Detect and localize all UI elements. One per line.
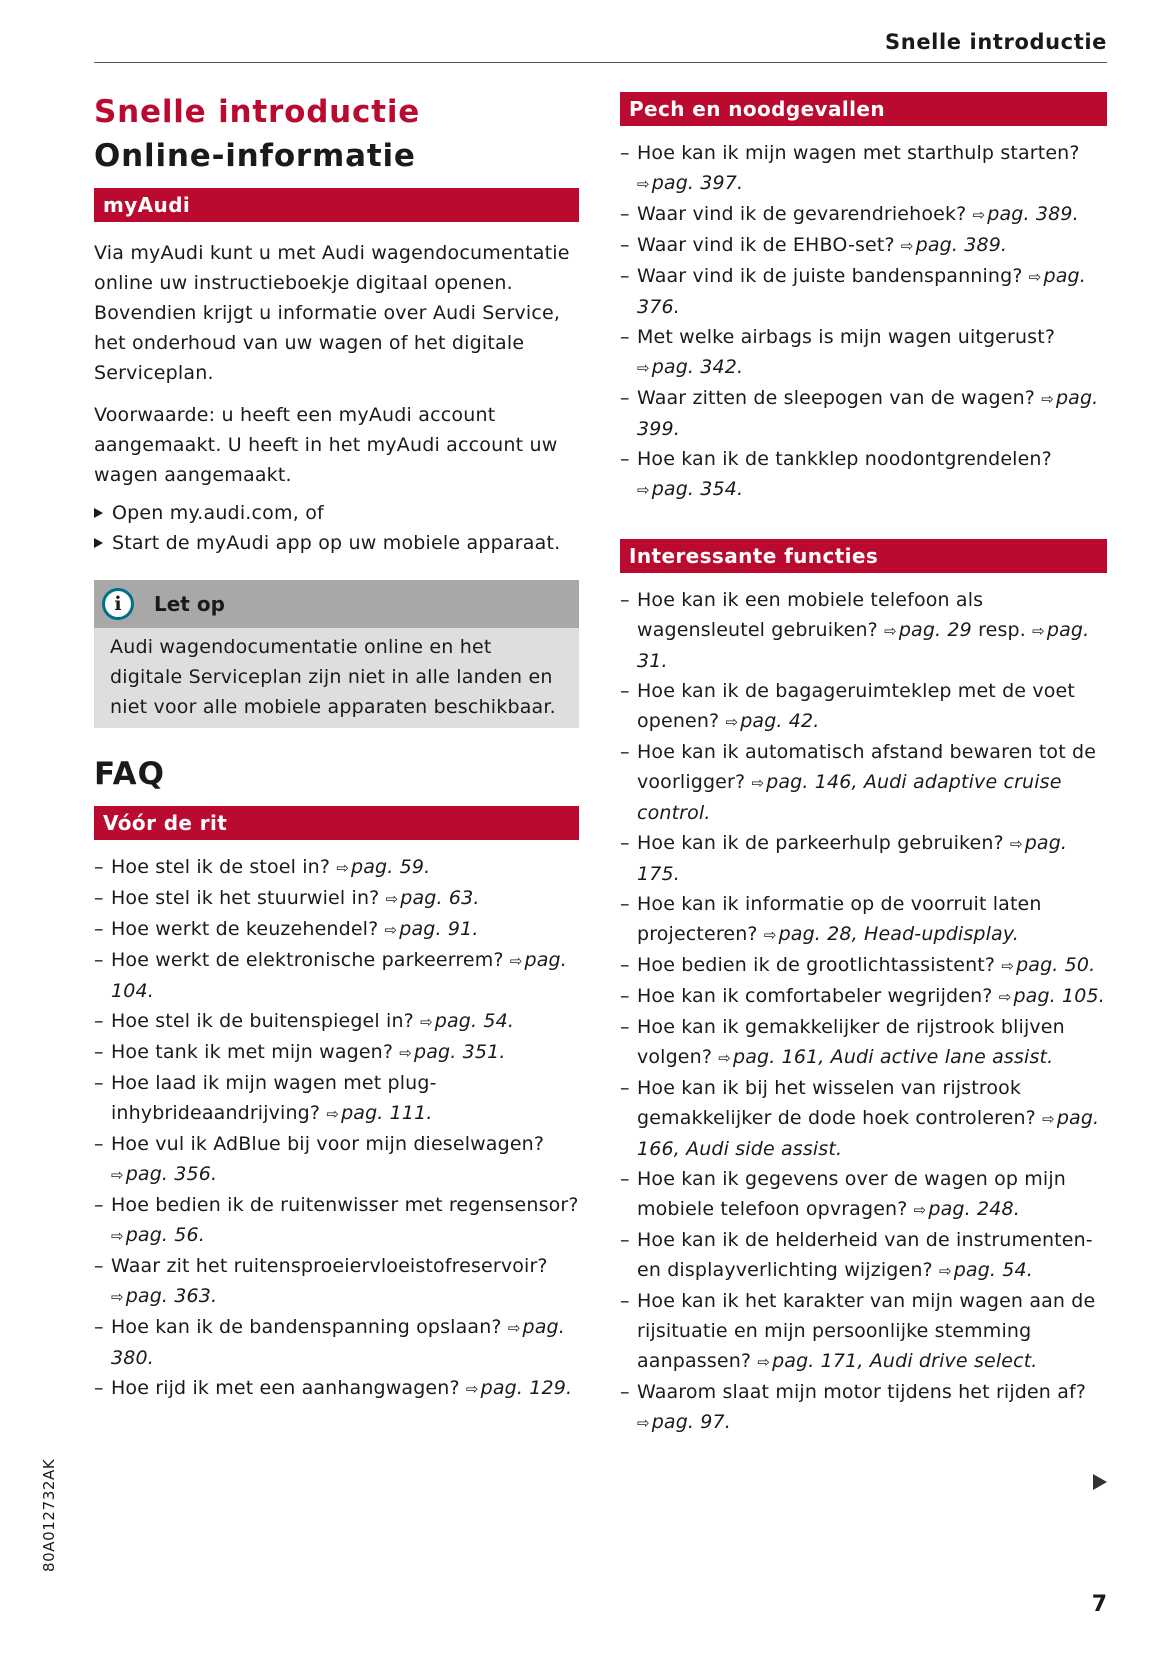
faq-item [620,261,1107,322]
faq-question: Hoe bedien ik de grootlichtassistent? [637,954,996,976]
faq-item [620,950,1107,981]
page-reference-link[interactable]: pag. 129. [480,1377,573,1399]
faq-item [620,138,1107,199]
page-reference-arrow-icon: ⇨ [763,926,777,944]
faq-question: Hoe kan ik gegevens over de wagen op mijn mobiele telefoon opvragen? [637,1168,1066,1220]
step-item [94,498,579,528]
reference-connector: resp. [978,619,1026,641]
page-reference-link[interactable]: pag. 175. [637,832,1068,885]
faq-question: Hoe kan ik een mobiele telefoon als wagensleutel gebruiken? [637,589,984,641]
faq-item [620,199,1107,230]
note-box [94,580,579,728]
pech-list [620,138,1107,505]
running-header: Snelle introductie [885,30,1107,54]
page-reference-arrow-icon: ⇨ [1028,268,1042,286]
faq-item [620,383,1107,444]
page-reference-link[interactable]: pag. 356. [125,1163,218,1185]
page-reference-arrow-icon: ⇨ [111,1166,124,1184]
page-reference-link[interactable]: pag. 59. [351,856,431,878]
page-reference-arrow-icon: ⇨ [336,859,350,877]
note-header [94,580,579,628]
page-reference-link[interactable]: pag. 354. [651,478,744,500]
page-reference-link[interactable]: pag. 146, Audi adaptive cruise control. [637,771,1062,824]
faq-question: Hoe werkt de keuzehendel? [111,918,379,940]
myaudi-steps [94,498,579,558]
document-code: 80A012732AK [40,1458,58,1572]
page-reference-link[interactable]: pag. 111. [341,1102,433,1124]
faq-item [620,585,1107,676]
page-reference-link[interactable]: pag. 105. [1013,985,1105,1007]
faq-question: Hoe kan ik de bandenspanning opslaan? [111,1316,502,1338]
faq-item [620,981,1107,1012]
page-reference-arrow-icon: ⇨ [507,1319,521,1337]
page-reference-link[interactable]: pag. 54. [953,1259,1033,1281]
page-reference-link[interactable]: pag. 380. [111,1316,565,1369]
page-reference-arrow-icon: ⇨ [637,359,650,377]
note-title: Let op [154,592,225,616]
page-reference-arrow-icon: ⇨ [725,713,739,731]
faq-item [94,1251,579,1312]
faq-item [620,828,1107,889]
faq-item [620,889,1107,950]
page-reference-link[interactable]: pag. 31. [637,619,1090,672]
page-reference-arrow-icon: ⇨ [1001,957,1015,975]
page-reference-arrow-icon: ⇨ [1041,390,1054,408]
faq-item [94,852,579,883]
page-reference-arrow-icon: ⇨ [757,1353,771,1371]
page-reference-link[interactable]: pag. 161, Audi active lane assist. [733,1046,1054,1068]
faq-question: Hoe stel ik de stoel in? [111,856,331,878]
page-reference-arrow-icon: ⇨ [111,1227,124,1245]
page-number: 7 [1091,1592,1107,1617]
myaudi-paragraph-2: Voorwaarde: u heeft een myAudi account aangemaakt. U heeft in het myAudi account uw wagen aangemaakt. [94,404,558,486]
pech-heading: Pech en noodgevallen [620,92,1107,126]
myaudi-paragraph-1: Via myAudi kunt u met Audi wagendocumentatie online uw instructieboekje digitaal openen. Bovendien krijgt u informatie over Audi Service, het onderhoud van uw wagen of het digitale Serviceplan. [94,242,570,384]
chapter-title: Snelle introductie [94,94,421,130]
page-reference-link[interactable]: pag. 50. [1016,954,1096,976]
faq-item [620,1225,1107,1286]
page-reference-arrow-icon: ⇨ [637,175,650,193]
page-reference-arrow-icon: ⇨ [509,952,523,970]
faq-question: Hoe tank ik met mijn wagen? [111,1041,394,1063]
page-reference-arrow-icon: ⇨ [751,774,765,792]
left-column [94,92,579,1404]
page-reference-arrow-icon: ⇨ [884,622,897,640]
voor-de-rit-list [94,852,579,1404]
note-text: Audi wagendocumentatie online en het digitale Serviceplan zijn niet in alle landen en niet voor alle mobiele apparaten beschikbaar. [110,636,556,718]
faq-item [94,1312,579,1373]
faq-question: Hoe werkt de elektronische parkeerrem? [111,949,504,971]
page-reference-arrow-icon: ⇨ [385,890,399,908]
faq-question: Hoe kan ik het karakter van mijn wagen aan de rijsituatie en mijn persoonlijke stemming aanpassen? [637,1290,1096,1372]
faq-item [620,444,1107,505]
page-reference-arrow-icon: ⇨ [111,1288,124,1306]
page-reference-arrow-icon: ⇨ [637,481,650,499]
faq-question: Waar vind ik de gevarendriehoek? [637,203,967,225]
page-reference-link[interactable]: pag. 389. [915,234,1008,256]
faq-item [620,1377,1107,1438]
info-icon: i [102,588,134,620]
faq-item [94,1006,579,1037]
page-reference-link[interactable]: pag. 29 [898,619,972,641]
faq-question: Met welke airbags is mijn wagen uitgerust? [637,326,1056,348]
faq-item [620,1164,1107,1225]
faq-item [620,676,1107,737]
faq-item [620,230,1107,261]
faq-question: Hoe kan ik bij het wisselen van rijstrook gemakkelijker de dode hoek controleren? [637,1077,1036,1129]
page-reference-arrow-icon: ⇨ [1042,1110,1055,1128]
step-text: Start de myAudi app op uw mobiele apparaat. [112,532,561,554]
page-reference-link[interactable]: pag. 97. [651,1411,731,1433]
faq-item [94,1037,579,1068]
page-reference-link[interactable]: pag. 104. [111,949,567,1002]
next-page-arrow-icon [1093,1474,1107,1490]
arrow-bullet-icon [94,538,103,548]
page-reference-link[interactable]: pag. 399. [637,387,1099,440]
section-title: Online-informatie [94,138,416,174]
faq-question: Hoe kan ik gemakkelijker de rijstrook blijven volgen? [637,1016,1065,1068]
faq-item [94,1068,579,1129]
page-reference-link[interactable]: pag. 166, Audi side assist. [637,1107,1100,1160]
faq-question: Hoe rijd ik met een aanhangwagen? [111,1377,460,1399]
page-reference-link[interactable]: pag. 351. [414,1041,506,1063]
faq-question: Hoe kan ik de tankklep noodontgrendelen? [637,448,1052,470]
page-reference-link[interactable]: pag. 342. [651,356,744,378]
page-reference-arrow-icon: ⇨ [1032,622,1045,640]
page-reference-link[interactable]: pag. 56. [125,1224,205,1246]
faq-item [620,322,1107,383]
page-reference-arrow-icon: ⇨ [465,1380,479,1398]
faq-question: Waar zitten de sleepogen van de wagen? [637,387,1036,409]
faq-question: Hoe stel ik de buitenspiegel in? [111,1010,414,1032]
step-text: Open my.audi.com, of [112,502,324,524]
page-reference-link[interactable]: pag. 397. [651,172,744,194]
page-reference-link[interactable]: pag. 248. [928,1198,1020,1220]
page-reference-link[interactable]: pag. 63. [400,887,480,909]
faq-item [620,1286,1107,1377]
interessante-functies-list [620,585,1107,1438]
myaudi-heading: myAudi [94,188,579,222]
page-reference-arrow-icon: ⇨ [913,1201,927,1219]
page-reference-link[interactable]: pag. 54. [434,1010,515,1032]
faq-item [94,1129,579,1190]
page-reference-arrow-icon: ⇨ [326,1105,340,1123]
header-divider [94,62,1107,63]
page-reference-arrow-icon: ⇨ [900,237,914,255]
page-reference-arrow-icon: ⇨ [1010,835,1023,853]
page-reference-arrow-icon: ⇨ [399,1044,413,1062]
faq-title: FAQ [94,756,165,792]
page-reference-link[interactable]: pag. 42. [740,710,820,732]
faq-item [94,1373,579,1404]
faq-question: Hoe vul ik AdBlue bij voor mijn dieselwagen? [111,1133,545,1155]
faq-item [94,883,579,914]
faq-question: Hoe kan ik de parkeerhulp gebruiken? [637,832,1004,854]
step-item [94,528,579,558]
page-reference-link[interactable]: pag. 91. [399,918,479,940]
page-reference-link[interactable]: pag. 28, Head-updisplay. [778,923,1019,945]
page-reference-arrow-icon: ⇨ [998,988,1012,1006]
faq-question: Hoe bedien ik de ruitenwisser met regensensor? [111,1194,579,1216]
faq-question: Waar vind ik de EHBO-set? [637,234,895,256]
faq-item [94,1190,579,1251]
page-reference-link[interactable]: pag. 389. [987,203,1079,225]
faq-question: Hoe kan ik automatisch afstand bewaren tot de voorligger? [637,741,1097,793]
faq-question: Hoe kan ik informatie op de voorruit laten projecteren? [637,893,1042,945]
right-column [620,92,1107,1438]
page-reference-link[interactable]: pag. 376. [637,265,1086,318]
faq-question: Hoe kan ik de bagageruimteklep met de voet openen? [637,680,1075,732]
page-reference-arrow-icon: ⇨ [938,1262,952,1280]
page-reference-arrow-icon: ⇨ [718,1049,731,1067]
page-reference-link[interactable]: pag. 363. [125,1285,218,1307]
page-reference-link[interactable]: pag. 171, Audi drive select. [772,1350,1038,1372]
voor-de-rit-heading: Vóór de rit [94,806,579,840]
page-reference-arrow-icon: ⇨ [384,921,398,939]
arrow-bullet-icon [94,508,103,518]
faq-item [94,945,579,1006]
page-reference-arrow-icon: ⇨ [972,206,986,224]
page-reference-arrow-icon: ⇨ [637,1414,650,1432]
faq-question: Hoe stel ik het stuurwiel in? [111,887,380,909]
faq-question: Hoe kan ik comfortabeler wegrijden? [637,985,993,1007]
faq-question: Hoe kan ik de helderheid van de instrumenten- en displayverlichting wijzigen? [637,1229,1093,1281]
faq-item [94,914,579,945]
faq-question: Hoe kan ik mijn wagen met starthulp starten? [637,142,1080,164]
faq-item [620,737,1107,828]
faq-question: Waar vind ik de juiste bandenspanning? [637,265,1023,287]
faq-item [620,1012,1107,1073]
faq-question: Hoe laad ik mijn wagen met plug-inhybrideaandrijving? [111,1072,437,1124]
faq-question: Waarom slaat mijn motor tijdens het rijden af? [637,1381,1087,1403]
page-reference-arrow-icon: ⇨ [420,1013,433,1031]
faq-question: Waar zit het ruitensproeiervloeistofreservoir? [111,1255,548,1277]
interessante-functies-heading: Interessante functies [620,539,1107,573]
faq-item [620,1073,1107,1164]
